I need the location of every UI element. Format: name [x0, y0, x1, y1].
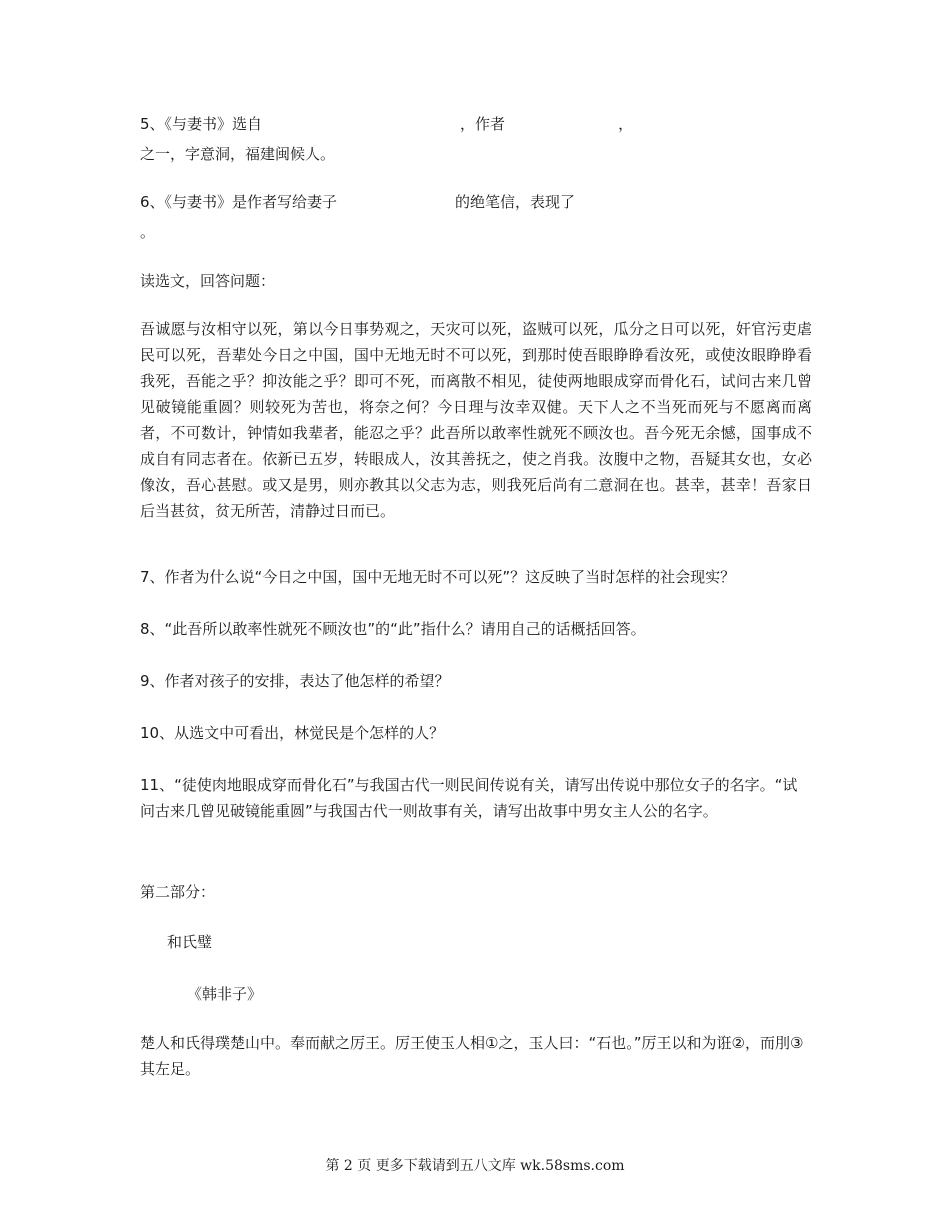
question-11: 11、“徒使肉地眼成穿而骨化石”与我国古代一则民间传说有关，请写出传说中那位女子的名字。“试问古来几曾见破镜能重圆”与我国古代一则故事有关，请写出故事中男女主人公的名字。	[140, 776, 798, 820]
question-5-line-2: 之一，字意洞，福建闽候人。	[140, 145, 336, 163]
reading-instruction: 读选文，回答问题：	[140, 272, 276, 290]
question-5-end: ，	[618, 115, 634, 133]
question-6-mid: 的绝笔信，表现了	[455, 193, 576, 211]
part-two-heading: 第二部分：	[140, 883, 216, 901]
question-9: 9、作者对孩子的安排，表达了他怎样的希望？	[140, 672, 450, 690]
part-two-title: 和氏璧	[167, 933, 213, 951]
question-6-line-2: 。	[140, 223, 156, 241]
question-7: 7、作者为什么说“今日之中国，国中无地无时不可以死”？这反映了当时怎样的社会现实？	[140, 568, 736, 586]
question-5-mid: ，作者	[460, 115, 506, 133]
question-5-line-1	[140, 114, 633, 134]
question-8: 8、“此吾所以敢率性就死不顾汝也”的“此”指什么？请用自己的话概括回答。	[140, 620, 646, 638]
question-6-prefix: 6、《与妻书》是作者写给妻子	[140, 193, 338, 211]
part-two-text: 楚人和氏得璞楚山中。奉而献之厉王。厉王使玉人相①之，玉人曰：“石也。”厉王以和为诳②，而刖③其左足。	[140, 1034, 804, 1078]
part-two-source: 《韩非子》	[187, 985, 263, 1003]
reading-passage: 吾诚愿与汝相守以死，第以今日事势观之，天灾可以死，盗贼可以死，瓜分之日可以死，奸官污吏虐民可以死，吾辈处今日之中国，国中无地无时不可以死，到那时使吾眼睁睁看汝死，或使汝眼睁睁看我死，吾能之乎？抑汝能之乎？即可不死，而离散不相见，徒使两地眼成穿而骨化石，试问古来几曾见破镜能重圆？则较死为苦也，将奈之何？今日理与汝幸双健。天下人之不当死而死与不愿离而离者，不可数计，钟情如我辈者，能忍之乎？此吾所以敢率性就死不顾汝也。吾今死无余憾，国事成不成自有同志者在。依新已五岁，转眼成人，汝其善抚之，使之肖我。汝腹中之物，吾疑其女也，女必像汝，吾心甚慰。或又是男，则亦教其以父志为志，则我死后尚有二意洞在也。甚幸，甚幸！吾家日后当甚贫，贫无所苦，清静过日而已。	[140, 320, 812, 520]
page-footer: 第 2 页 更多下载请到五八文库 wk.58sms.com	[325, 1158, 625, 1174]
question-5-prefix: 5、《与妻书》选自	[140, 115, 263, 133]
question-6-line-1	[140, 192, 575, 212]
question-10: 10、从选文中可看出，林觉民是个怎样的人？	[140, 724, 445, 742]
